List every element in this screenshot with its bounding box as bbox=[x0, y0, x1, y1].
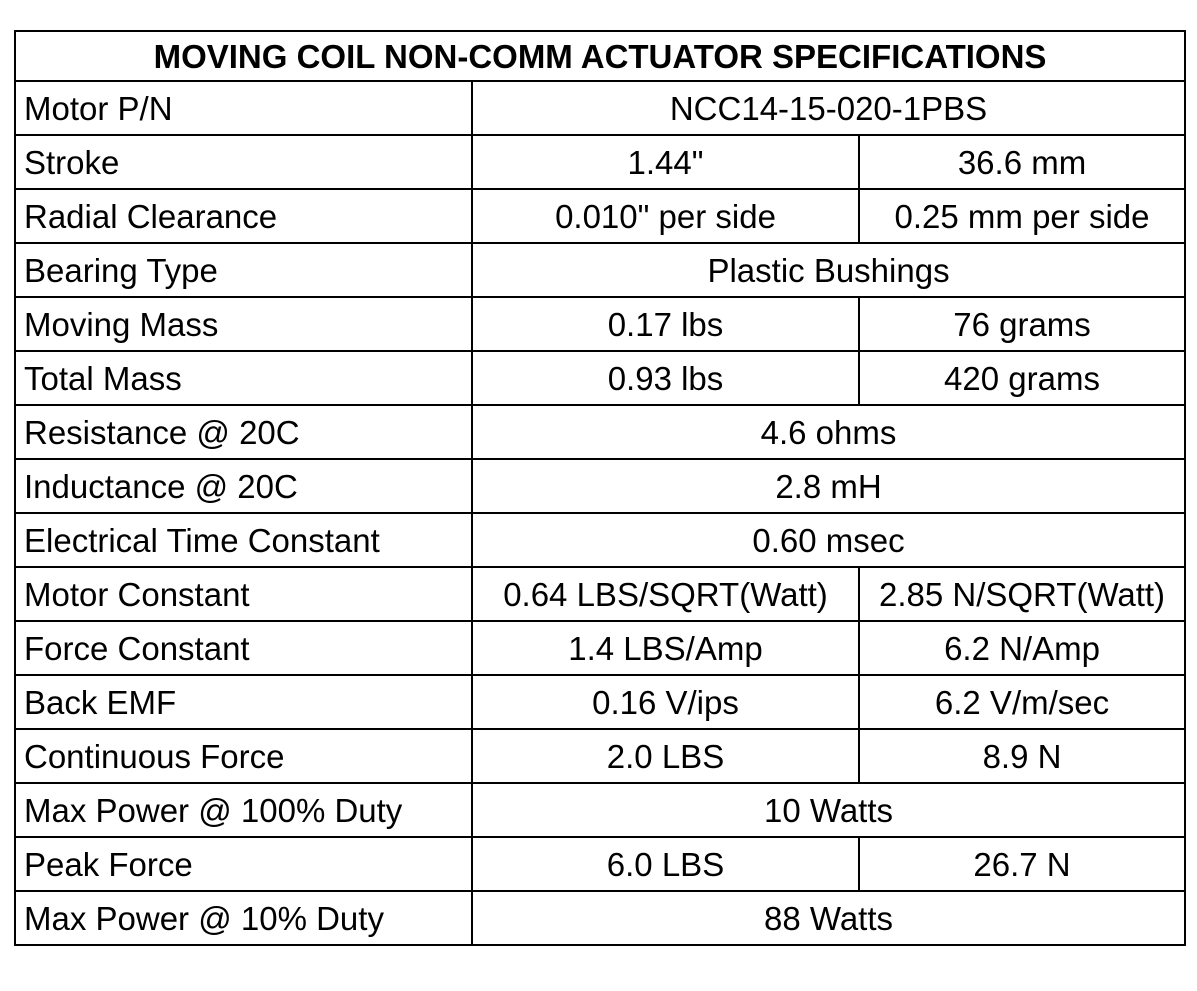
spec-value-metric: 6.2 N/Amp bbox=[859, 621, 1185, 675]
spec-label: Inductance @ 20C bbox=[15, 459, 472, 513]
spec-row bbox=[15, 405, 1185, 459]
spec-value: 10 Watts bbox=[472, 783, 1185, 837]
spec-value: 88 Watts bbox=[472, 891, 1185, 945]
table-title: MOVING COIL NON-COMM ACTUATOR SPECIFICATIONS bbox=[15, 31, 1185, 81]
spec-label: Motor Constant bbox=[15, 567, 472, 621]
spec-value-metric: 8.9 N bbox=[859, 729, 1185, 783]
spec-row bbox=[15, 567, 1185, 621]
spec-row bbox=[15, 891, 1185, 945]
spec-label: Max Power @ 100% Duty bbox=[15, 783, 472, 837]
spec-value-metric: 0.25 mm per side bbox=[859, 189, 1185, 243]
spec-label: Moving Mass bbox=[15, 297, 472, 351]
spec-value: 0.60 msec bbox=[472, 513, 1185, 567]
spec-value-imperial: 0.17 lbs bbox=[472, 297, 859, 351]
spec-value-metric: 420 grams bbox=[859, 351, 1185, 405]
spec-value: 4.6 ohms bbox=[472, 405, 1185, 459]
spec-label: Back EMF bbox=[15, 675, 472, 729]
spec-row bbox=[15, 729, 1185, 783]
spec-value: NCC14-15-020-1PBS bbox=[472, 81, 1185, 135]
spec-row bbox=[15, 351, 1185, 405]
spec-row bbox=[15, 81, 1185, 135]
title-row bbox=[15, 31, 1185, 81]
spec-label: Resistance @ 20C bbox=[15, 405, 472, 459]
spec-value-imperial: 1.44" bbox=[472, 135, 859, 189]
spec-row bbox=[15, 135, 1185, 189]
spec-label: Motor P/N bbox=[15, 81, 472, 135]
spec-value-imperial: 1.4 LBS/Amp bbox=[472, 621, 859, 675]
spec-value-metric: 76 grams bbox=[859, 297, 1185, 351]
spec-table-body bbox=[15, 31, 1185, 945]
spec-value-imperial: 0.010" per side bbox=[472, 189, 859, 243]
spec-value-imperial: 2.0 LBS bbox=[472, 729, 859, 783]
spec-row bbox=[15, 621, 1185, 675]
spec-label: Force Constant bbox=[15, 621, 472, 675]
spec-label: Stroke bbox=[15, 135, 472, 189]
spec-row bbox=[15, 459, 1185, 513]
spec-value-imperial: 0.93 lbs bbox=[472, 351, 859, 405]
spec-label: Total Mass bbox=[15, 351, 472, 405]
spec-row bbox=[15, 783, 1185, 837]
spec-value-imperial: 0.64 LBS/SQRT(Watt) bbox=[472, 567, 859, 621]
spec-label: Radial Clearance bbox=[15, 189, 472, 243]
spec-value-metric: 6.2 V/m/sec bbox=[859, 675, 1185, 729]
spec-label: Bearing Type bbox=[15, 243, 472, 297]
spec-value: Plastic Bushings bbox=[472, 243, 1185, 297]
spec-label: Max Power @ 10% Duty bbox=[15, 891, 472, 945]
spec-value: 2.8 mH bbox=[472, 459, 1185, 513]
spec-row bbox=[15, 189, 1185, 243]
spec-row bbox=[15, 297, 1185, 351]
spec-row bbox=[15, 513, 1185, 567]
spec-value-metric: 26.7 N bbox=[859, 837, 1185, 891]
spec-value-imperial: 0.16 V/ips bbox=[472, 675, 859, 729]
spec-value-metric: 2.85 N/SQRT(Watt) bbox=[859, 567, 1185, 621]
spec-row bbox=[15, 675, 1185, 729]
spec-row bbox=[15, 243, 1185, 297]
spec-label: Peak Force bbox=[15, 837, 472, 891]
spec-label: Continuous Force bbox=[15, 729, 472, 783]
spec-table bbox=[14, 30, 1186, 946]
spec-value-imperial: 6.0 LBS bbox=[472, 837, 859, 891]
spec-value-metric: 36.6 mm bbox=[859, 135, 1185, 189]
spec-label: Electrical Time Constant bbox=[15, 513, 472, 567]
spec-row bbox=[15, 837, 1185, 891]
